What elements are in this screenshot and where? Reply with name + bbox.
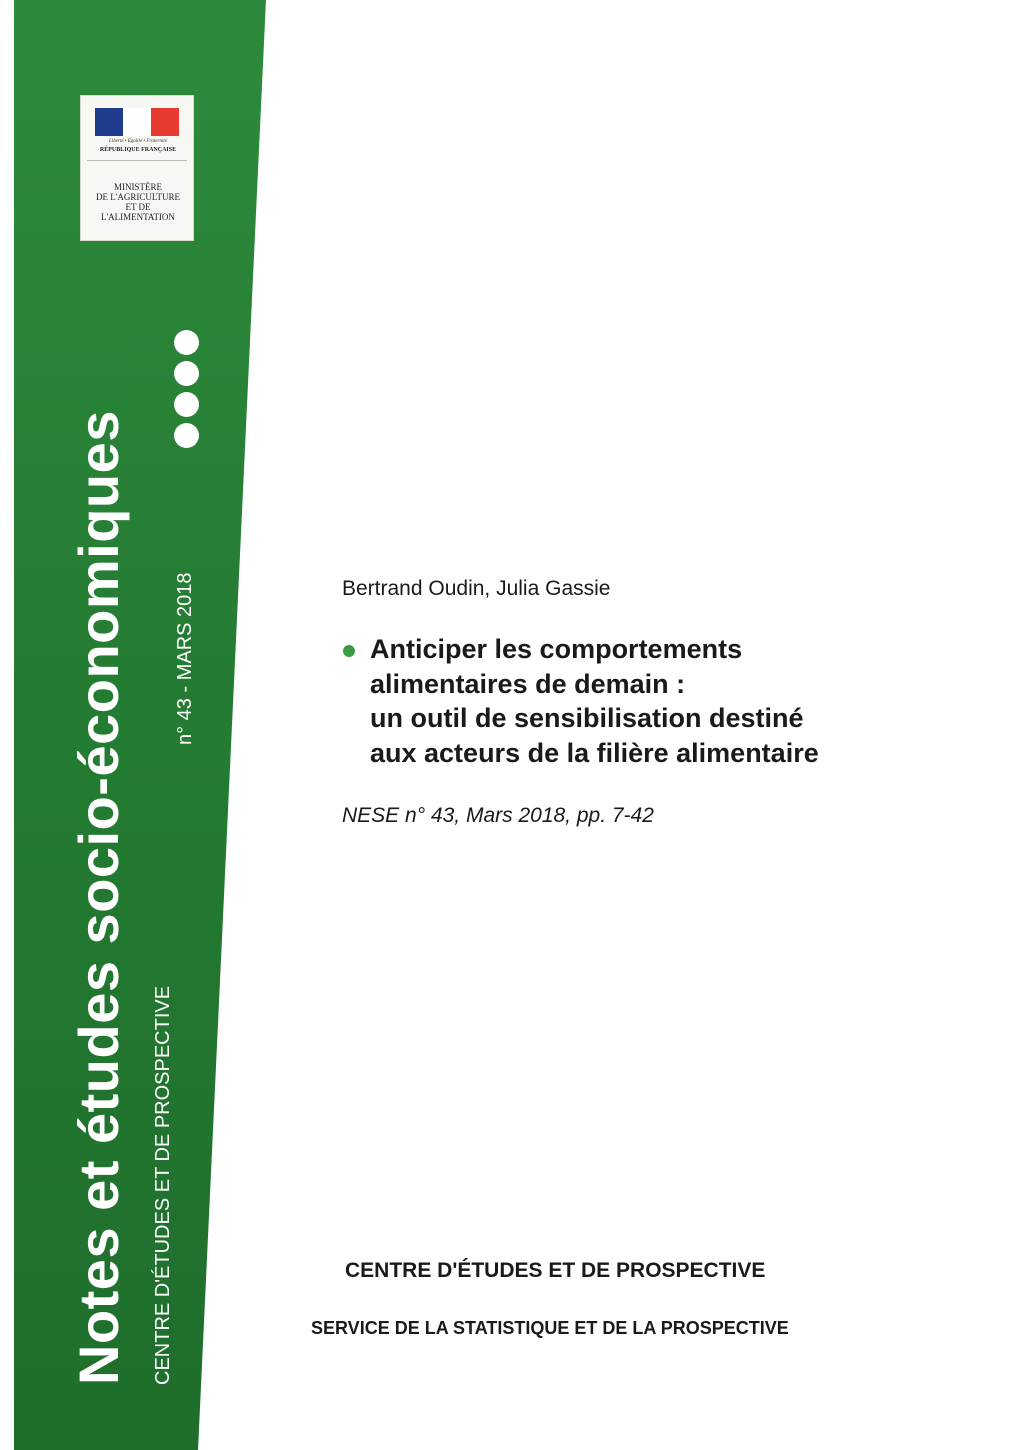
dot <box>174 392 199 417</box>
ministry-line: DE L'AGRICULTURE <box>95 192 181 202</box>
center-name-vertical: CENTRE D'ÉTUDES ET DE PROSPECTIVE <box>152 985 174 1385</box>
dot <box>174 423 199 448</box>
article-authors: Bertrand Oudin, Julia Gassie <box>342 577 611 600</box>
series-title: Notes et études socio-économiques <box>67 410 130 1385</box>
ministry-logo <box>80 95 194 241</box>
republic-name: RÉPUBLIQUE FRANÇAISE <box>99 147 177 153</box>
title-line: aux acteurs de la filière alimentaire <box>370 737 819 768</box>
dot <box>174 330 199 355</box>
issue-number: n° 43 - MARS 2018 <box>174 572 196 745</box>
title-line: Anticiper les comportements <box>370 634 743 664</box>
article-title <box>370 632 970 770</box>
article-citation: NESE n° 43, Mars 2018, pp. 7-42 <box>342 804 654 827</box>
title-line: alimentaires de demain : <box>370 668 686 699</box>
ministry-line: MINISTÈRE <box>114 182 162 192</box>
french-flag-icon <box>95 108 179 136</box>
bullet-icon <box>343 645 355 657</box>
title-line: un outil de sensibilisation destiné <box>370 703 804 733</box>
series-dots-icon <box>174 330 200 454</box>
ministry-line: L'ALIMENTATION <box>101 212 175 222</box>
ministry-name <box>83 182 193 222</box>
dot <box>174 361 199 386</box>
footer-service-name: SERVICE DE LA STATISTIQUE ET DE LA PROSPECTIVE <box>311 1318 789 1338</box>
logo-divider <box>87 160 187 161</box>
footer-center-name: CENTRE D'ÉTUDES ET DE PROSPECTIVE <box>345 1259 766 1282</box>
republic-motto: Liberté • Égalité • Fraternité <box>109 139 167 144</box>
ministry-line: ET DE <box>125 202 151 212</box>
